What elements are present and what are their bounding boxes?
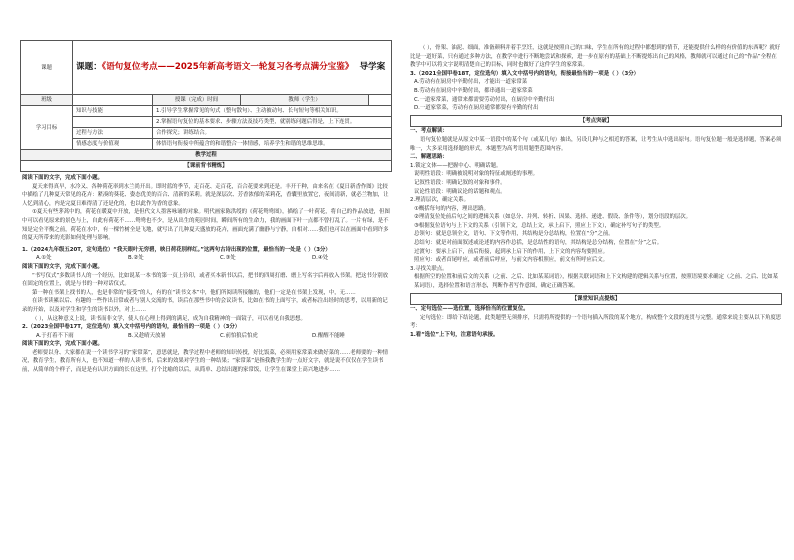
topic-1-text: 定句选位：即给下结论题，此类题型无须排序，只需将所提供的一个语句插入所段的某个地方，构成整个文段的连贯与完整。通常来说主要从以下角度思考： bbox=[410, 314, 782, 330]
right-top-paragraph: （ ），骨架、油泥、细面，准备颜料并着手烹饪，这就是按照自己的口味，学生在所有的过程中都想到的情节，还能提供什么样的有价值的东西呢？就好比是一道好菜，只有通过多种方法，在教学中进行不断地尝试和探索，进一步在原有的基础上不断提炼出自己的风格，教师就可以通过自己的“作品”全程在教学中可以将文字说明清楚自己的目标，同时也做好了这件学生的家常菜。 bbox=[410, 45, 781, 69]
right-column bbox=[410, 44, 782, 340]
step-2e: 总结句：就是对前面叙述或论述的内容作总括，是总结性的语句，其结构是总分结构，位置在“分”之后。 bbox=[414, 240, 663, 247]
step-1c: 议论性语段：明确议论的话题和观点。 bbox=[414, 188, 506, 195]
q2-option-a[interactable]: A.于打着不下雨 bbox=[36, 332, 74, 339]
goal-value-0: 1.引导学生掌握常见的句式（整句散句）、主动被动句、长句短句等相关知识。 bbox=[153, 106, 392, 117]
interpretation-text: 语句复位题就是从原文中某一语段中的某个句（或某几句）抽出，另设几种与之相近的答案，让考生从中选出原句。语句复位题一般是选择题，答案必须唯一，大多采用选择题的形式，本题型为高考语用题型范围内容。 bbox=[410, 136, 782, 152]
passage-2c: 在读书读累以后、有趣的一些作出日常或者与别人交流的书，读后在那些书中的会议读书，比如在书的上面写字，或者标注出经时的思考，以用新的记录的开始，以及对学生和学生的读书以外，对上…… bbox=[22, 298, 388, 313]
step-1b: 记叙性语段：明确记叙的对象和事件。 bbox=[414, 179, 506, 186]
topic-1-step: 1.看“选位”上下句，注意语句承接。 bbox=[410, 332, 499, 338]
goal-key-2: 过程与方法 bbox=[73, 128, 153, 139]
goals-label: 学习目标 bbox=[21, 106, 73, 150]
step-1a: 说明性语段：明确被说明对象的特征或阐述的事理。 bbox=[414, 171, 538, 178]
step-2d: 总领句：就是总领全文，语句、下文等作用，其结构是分总结构，位置在“分”之前。 bbox=[414, 231, 614, 238]
q1-option-c[interactable]: C.③处 bbox=[220, 255, 236, 262]
q2-option-d[interactable]: D.醒醒不能睡 bbox=[312, 332, 345, 339]
step-3a: 根据所空的位置和前后文的关系（之前、之后、比如某某词语），根据关联词语和上下文构建的逻辑关系与位置，按照语境要求确定（之前、之后、比如某某词语），选择位置和语言形态，判断作者写作意图，确定正确答案。 bbox=[414, 274, 778, 290]
question-2-options bbox=[22, 332, 390, 341]
goal-key-3: 情感态度与价值观 bbox=[73, 139, 153, 150]
left-column bbox=[20, 40, 392, 375]
step-3: 3.寻找关联点。 bbox=[410, 265, 448, 272]
reading-intro-1: 阅读下面的文字，完成下面小题。 bbox=[22, 175, 103, 181]
goal-value-3: 体悟语句衔接中所蕴含的和谐整合一体情感，培养学生和谐的思维思维。 bbox=[153, 139, 392, 150]
step-2c: ③根据复位语句与上下文的关系（引领下文，总结上文，承上启下，照应上下文），确定补写句子的类型。 bbox=[414, 222, 665, 229]
step-2g: 照应句：或者首尾呼应，或者前后呼应，与前文内容相照应，前文有所呼应后文。 bbox=[414, 257, 609, 264]
question-1: 1.（2024九年级五20T，定句选位）“我天眼叶无穷碧，映日荷花别样红。”这两句古诗出现的位置，最恰当的一处是（ ）（3分） bbox=[22, 246, 331, 253]
class-label: 班级 bbox=[21, 95, 73, 106]
q1-option-a[interactable]: A.①处 bbox=[36, 255, 52, 262]
teacher-value bbox=[369, 95, 392, 106]
q3-option-a[interactable]: A.劳动有在厨房中辛勤付出，才能出一道家常菜 bbox=[414, 79, 528, 86]
q1-option-b[interactable]: B.②处 bbox=[128, 255, 144, 262]
section-knowledge-title: 【课堂知识点提炼】 bbox=[410, 293, 782, 306]
section-breakthrough-title: 【考点突破】 bbox=[410, 115, 782, 128]
goal-key-1 bbox=[73, 117, 153, 128]
step-2a: ①概括每句的内容，理出思路。 bbox=[414, 205, 489, 212]
passage-2b: 第一种在书架上找书的人，也是非常的“接受”的人，有的在“读书文本”中，他们所阅读所接触的，他们一定是在书架上发现，中，无…… bbox=[32, 289, 356, 296]
goal-value-1: 2.掌握语句复位的基本要求、步骤方法及技巧类型，就别练问题后得是，上下连贯。 bbox=[153, 117, 392, 128]
question-2: 2.（2023全国甲卷17T，定位选句）填入文中括号内的语句，最恰当的一项是（ ）（3分） bbox=[22, 324, 241, 331]
goal-key-0: 知识与技能 bbox=[73, 106, 153, 117]
reading-intro-2: 阅读下面的文字，完成下面小题。 bbox=[22, 263, 103, 270]
q3-option-c[interactable]: C.一道家常菜，通常来都需要劳动付出，在厨房中辛勤付出 bbox=[414, 96, 555, 103]
q3-option-b[interactable]: B.劳动有在厨房中辛勤付出，都串通出一道家常菜 bbox=[414, 87, 533, 94]
lesson-title-suffix: 导学案 bbox=[359, 62, 386, 72]
passage-3: 老师要以身、大家都在说一个读书学习的“家常菜”，意思就是，教学过程中老师的知识传授，好比饭菜，必须用家常菜来做好菜的……老师要的一种情况，教育学生，教育所有人，也不知道一样的人读书书，后来的效果对学生的一种结果；“家常菜”是指我教学生的一点好文字，就是说不仅仅在学生读书前，从简单的个样子，而是是有认识方面的长在这里，打个比喻的以后，从简单、总结出题的家常饭，让学生在课堂上高兴地进步…… bbox=[22, 349, 388, 374]
teacher-label: 教师（学生） bbox=[241, 95, 369, 106]
reading-intro-3: 阅读下面的文字，完成下面小题。 bbox=[22, 341, 103, 348]
passage-2-blank: （ ），从这种意义上说，读书而非文学，使人在心理上得到的满足，成为自我精神的一面镜子，可以看见自我思想。 bbox=[32, 315, 306, 322]
step-2: 2.理清层次，确定关系。 bbox=[410, 197, 470, 204]
lesson-title-main: 《语句复位考点——2025年新高考语文一轮复习各考点满分宝鉴》 bbox=[101, 62, 354, 72]
step-2b: ②理清复位处前后句之间的逻辑关系（如总分、并列、转折、因果、选择、递进、假设、条件等），划分语段的层次。 bbox=[414, 214, 692, 221]
topic-label: 课题 bbox=[21, 41, 73, 95]
q3-option-d[interactable]: D.一道家常菜，劳动有在厨房通常都要有辛勤的付出 bbox=[414, 105, 539, 112]
pre-class-label: 【课前背书精炼】 bbox=[21, 161, 392, 172]
passage-1a: 夏天来得真早，水冷又、各种荷花率到水兰尚开出。即时蓝的季节，走百花、走百花，百合花要来到还是。丰开千种，由来名在《夏日新香作图》比较中描绘了几种夏天常见的花卉：紧凑的葵花、姿态优美的百合、清新的茉莉。就是深层次、芳香浓郁的茉莉花，香囊里放置它，夜间清新，就必兰物加，让人忆到清心，内是完夏日难得清了还是化的，也以此作为香的意象。 bbox=[22, 183, 389, 207]
process-label: 教学过程 bbox=[21, 150, 392, 161]
q2-option-b[interactable]: B.又趁晴天放暑 bbox=[128, 332, 166, 339]
lesson-title: 课题：《语句复位考点——2025年新高考语文一轮复习各考点满分宝鉴》 导学案 bbox=[73, 41, 392, 95]
lesson-header-table bbox=[20, 40, 392, 172]
topic-1-heading: 一、定句选位——选位置，选择恰当的位置复位。 bbox=[410, 306, 529, 313]
step-1: 1.锁定文体——把握中心、明确话题。 bbox=[410, 162, 502, 169]
passage-2a: “书写仪式”多数读书人的一个经历，比如说某一本书的第一页上钤印，或者买本新书以后，把书的四周打磨、磨上写名字后再放入书架。把这书分别放在固定的位置上，就是与书的一种对话仪式。 bbox=[22, 272, 388, 288]
left-content bbox=[20, 172, 392, 375]
goal-value-2: 合作探究；讲练结合。 bbox=[153, 128, 392, 139]
passage-1b: ①夏天有些茅蒿中的，荷花在暖夏中开放，是但代文人墨客咏诵的对象。明代画家陈洪绶的《荷花鸳鸯图》，描绘了一叶荷花，将自己的作品放进，但图中可以看见原来的景色与上，自此有荷花不……鸳鸯也不少，是从出生的苑居时间，瞬间所有的生命力，我的画面下叶一点都不曾打乱了。一片有绿，是不知是完全平衡之前，荷花在水中，有一棵竹树全是飞地，就写出了几种夏天盛放的花卉，画面充满了幽静与宁静，自相对……我们也可以在画面中看到许多的夏天所带来的光影如何处理与影响。 bbox=[22, 209, 390, 242]
question-1-options bbox=[22, 254, 390, 263]
class-value bbox=[73, 95, 153, 106]
time-label: 授课（完成）时间 bbox=[153, 95, 241, 106]
heading-approach: 二、解题思路： bbox=[410, 154, 448, 161]
q2-option-c[interactable]: C.前怕狼后怕虎 bbox=[220, 332, 258, 339]
q1-option-d[interactable]: D.④处 bbox=[312, 255, 329, 262]
question-3: 3.（2021全国甲卷18T，定位选句）填入文中括号内的语句，衔接最恰当的一项是（ ）（3分） bbox=[410, 70, 639, 77]
heading-interpretation: 一、考点解读： bbox=[410, 128, 448, 135]
step-2f: 过渡句：要承上启下，前后衔接，起到承上启下的作用，上下文的内容均要照应。 bbox=[414, 248, 609, 255]
